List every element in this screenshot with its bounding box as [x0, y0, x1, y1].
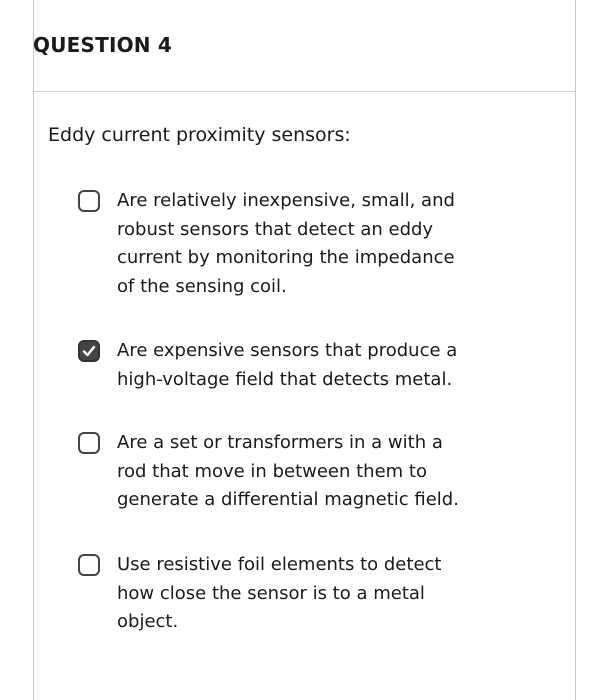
question-title: QUESTION 4: [33, 33, 173, 57]
option-1-checkbox[interactable]: [78, 190, 100, 212]
option-2-checkbox[interactable]: [78, 340, 100, 362]
question-prompt: Eddy current proximity sensors:: [48, 124, 351, 146]
option-3-checkbox[interactable]: [78, 432, 100, 454]
option-2-label[interactable]: Are expensive sensors that produce a high-voltage field that detects metal.: [117, 340, 458, 390]
option-4-label[interactable]: Use resistive foil elements to detect how close the sensor is to a metal object.: [117, 554, 442, 632]
checkmark-icon: [82, 344, 96, 358]
option-3-label[interactable]: Are a set or transformers in a with a rod that move in between them to generate a differential magnetic field.: [117, 432, 459, 510]
option-1-label[interactable]: Are relatively inexpensive, small, and robust sensors that detect an eddy current by monitoring the impedance of the sensing coil.: [117, 190, 455, 297]
option-4-checkbox[interactable]: [78, 554, 100, 576]
